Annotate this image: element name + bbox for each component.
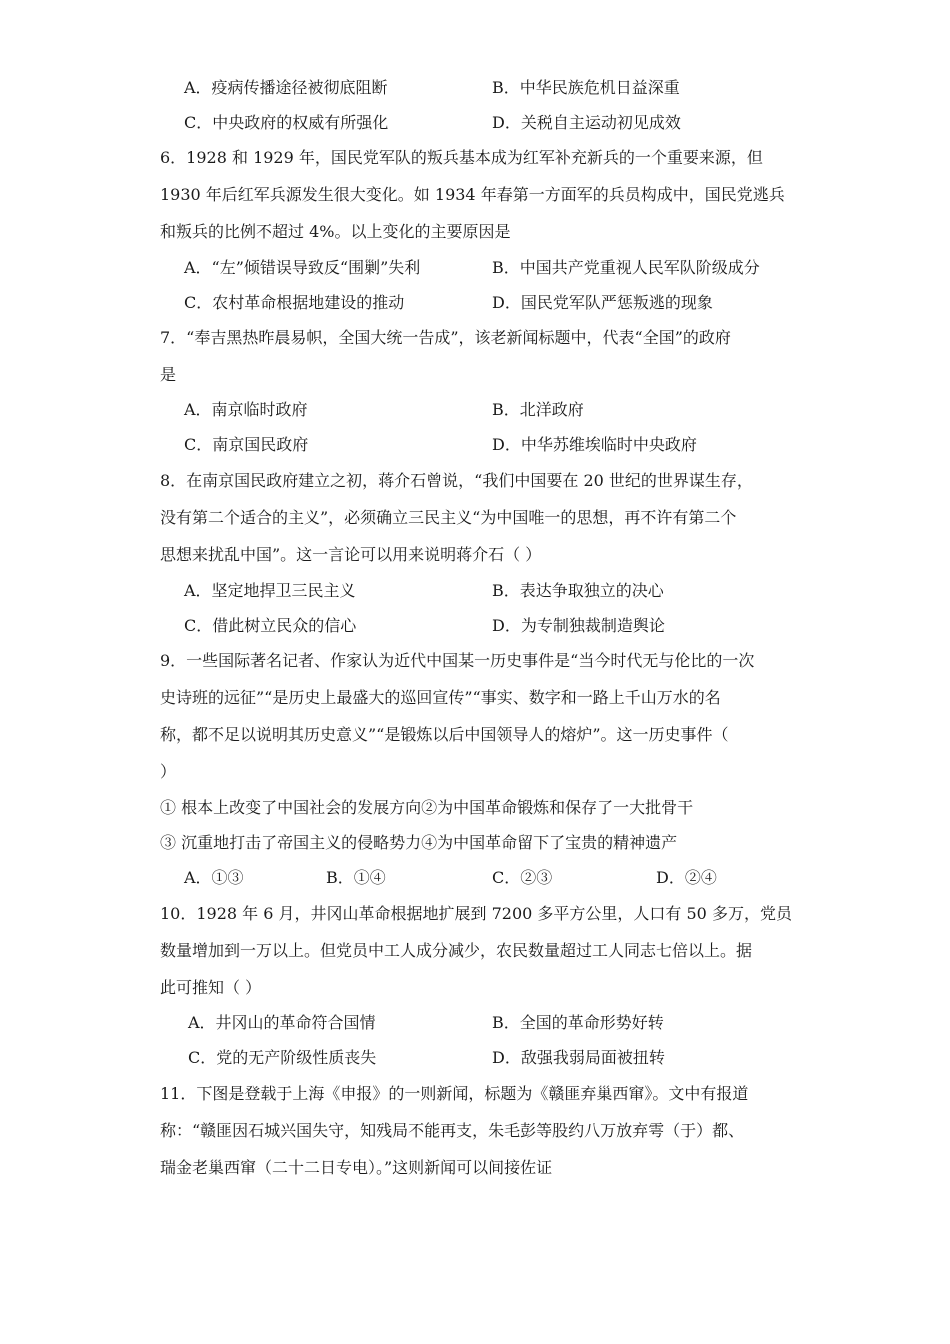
q9-statement-line-2: ③ 沉重地打击了帝国主义的侵略势力④为中国革命留下了宝贵的精神遗产: [160, 833, 678, 852]
q10-stem-line-3: 此可推知（ ）: [160, 978, 262, 997]
q8-option-b: B．表达争取独立的决心: [492, 581, 664, 600]
q10-option-c: C．党的无产阶级性质丧失: [188, 1048, 377, 1067]
q9-stem-line-3: 称，都不足以说明其历史意义”“是锻炼以后中国领导人的熔炉”。这一历史事件（: [160, 725, 729, 744]
q10-option-a: A．井冈山的革命符合国情: [188, 1013, 376, 1032]
q6-option-b: B．中国共产党重视人民军队阶级成分: [492, 258, 760, 277]
q7-stem-line-2: 是: [160, 365, 177, 384]
q7-stem-line-1: 7．“奉吉黑热昨晨易帜，全国大统一告成”，该老新闻标题中，代表“全国”的政府: [160, 328, 731, 347]
q8-option-a: A．坚定地捍卫三民主义: [184, 581, 356, 600]
q6-option-a: A．“左”倾错误导致反“围剿”失利: [184, 258, 421, 277]
q6-option-c: C．农村革命根据地建设的推动: [184, 293, 405, 312]
q5-option-a: A．疫病传播途径被彻底阻断: [184, 78, 388, 97]
q10-option-b: B．全国的革命形势好转: [492, 1013, 664, 1032]
q9-option-a: A．①③: [184, 868, 244, 887]
q9-stem-line-4: ）: [160, 762, 177, 781]
q8-stem-line-2: 没有第二个适合的主义”，必须确立三民主义“为中国唯一的思想，再不许有第二个: [160, 508, 737, 527]
q9-stem-line-2: 史诗班的远征”“是历史上最盛大的巡回宣传”“事实、数字和一路上千山万水的名: [160, 688, 721, 707]
q11-stem-line-1: 11．下图是登载于上海《申报》的一则新闻，标题为《赣匪弃巢西窜》。文中有报道: [160, 1084, 749, 1103]
q6-stem-line-1: 6．1928 和 1929 年，国民党军队的叛兵基本成为红军补充新兵的一个重要来源，但: [160, 148, 763, 167]
q10-option-d: D．敌强我弱局面被扭转: [492, 1048, 665, 1067]
q7-option-c: C．南京国民政府: [184, 435, 309, 454]
q5-option-d: D．关税自主运动初见成效: [492, 113, 681, 132]
q8-stem-line-3: 思想来扰乱中国”。这一言论可以用来说明蒋介石（ ）: [160, 545, 542, 564]
q7-option-a: A．南京临时政府: [184, 400, 308, 419]
q5-option-c: C．中央政府的权威有所强化: [184, 113, 389, 132]
q9-option-c: C．②③: [492, 868, 553, 887]
q10-stem-line-1: 10．1928 年 6 月，井冈山革命根据地扩展到 7200 多平方公里，人口有 50 多万，党员: [160, 904, 792, 923]
q6-stem-line-3: 和叛兵的比例不超过 4%。以上变化的主要原因是: [160, 222, 511, 241]
q11-stem-line-3: 瑞金老巢西窜（二十二日专电）。”这则新闻可以间接佐证: [160, 1158, 553, 1177]
q8-option-d: D．为专制独裁制造舆论: [492, 616, 665, 635]
q7-option-b: B．北洋政府: [492, 400, 584, 419]
q9-statement-line-1: ① 根本上改变了中国社会的发展方向②为中国革命锻炼和保存了一大批骨干: [160, 798, 694, 817]
q9-option-d: D．②④: [656, 868, 717, 887]
q6-option-d: D．国民党军队严惩叛逃的现象: [492, 293, 713, 312]
q7-option-d: D．中华苏维埃临时中央政府: [492, 435, 697, 454]
q8-option-c: C．借此树立民众的信心: [184, 616, 357, 635]
q10-stem-line-2: 数量增加到一万以上。但党员中工人成分减少，农民数量超过工人同志七倍以上。据: [160, 941, 753, 960]
q9-option-b: B．①④: [326, 868, 386, 887]
q8-stem-line-1: 8．在南京国民政府建立之初，蒋介石曾说，“我们中国要在 20 世纪的世界谋生存，: [160, 471, 753, 490]
q9-stem-line-1: 9．一些国际著名记者、作家认为近代中国某一历史事件是“当今时代无与伦比的一次: [160, 651, 755, 670]
q5-option-b: B．中华民族危机日益深重: [492, 78, 680, 97]
q11-stem-line-2: 称：“赣匪因石城兴国失守，知残局不能再支，朱毛彭等股约八万放弃雩（于）都、: [160, 1121, 745, 1140]
q6-stem-line-2: 1930 年后红军兵源发生很大变化。如 1934 年春第一方面军的兵员构成中，国民党逃兵: [160, 185, 785, 204]
